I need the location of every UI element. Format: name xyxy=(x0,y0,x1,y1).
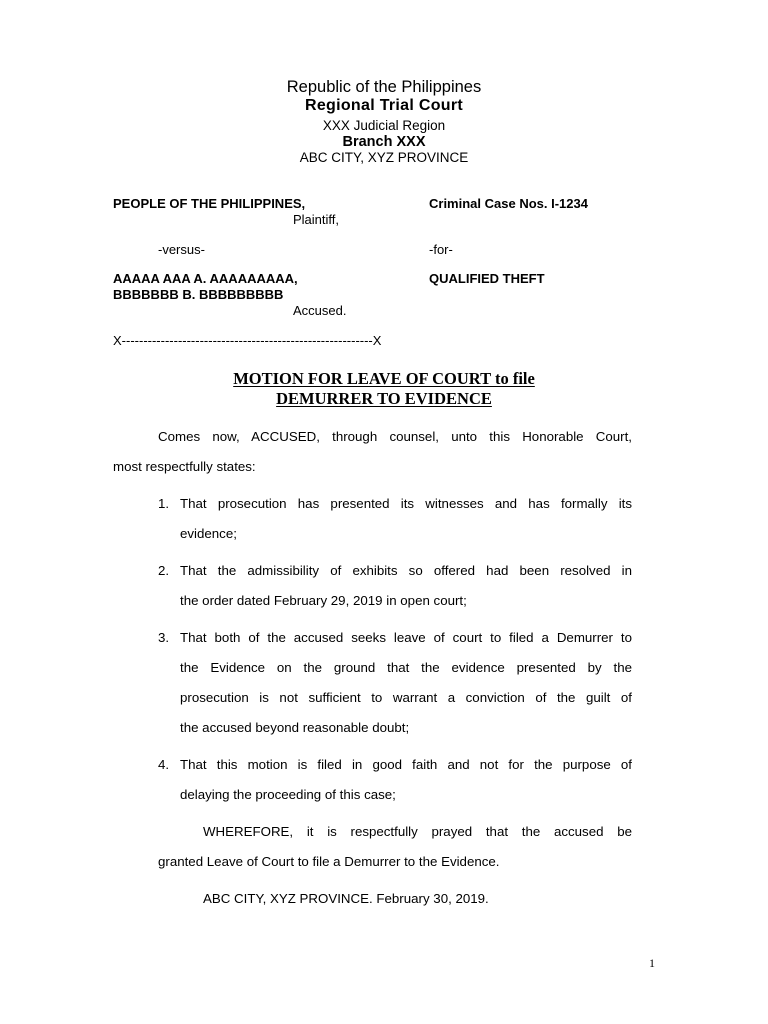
list-item xyxy=(180,757,632,772)
branch-heading: Branch XXX xyxy=(342,134,426,150)
prayer-line-1 xyxy=(203,824,632,839)
intro-line-1 xyxy=(158,429,632,444)
republic-heading: Republic of the Philippines xyxy=(286,78,482,96)
item-line: That the admissibility of exhibits so offered had been resolved in xyxy=(180,563,632,578)
item-line-wrap xyxy=(180,690,632,705)
intro-line-2: most respectfully states: xyxy=(113,459,256,474)
dateline: ABC CITY, XYZ PROVINCE. February 30, 2019. xyxy=(203,891,489,906)
item-line: delaying the proceeding of this case; xyxy=(180,787,396,802)
court-heading: Regional Trial Court xyxy=(304,97,463,114)
item-line: That this motion is filed in good faith and not for the purpose of xyxy=(180,757,632,772)
item-line: prosecution is not sufficient to warrant a conviction of the guilt of xyxy=(180,690,632,705)
list-item xyxy=(180,630,632,645)
item-number: 4. xyxy=(158,757,170,772)
item-line-wrap xyxy=(180,660,632,675)
prayer-line-2: granted Leave of Court to file a Demurrer to the Evidence. xyxy=(158,854,500,869)
versus-label: -versus- xyxy=(158,242,205,257)
item-line: That both of the accused seeks leave of court to filed a Demurrer to xyxy=(180,630,632,645)
item-line: That prosecution has presented its witnesses and has formally its xyxy=(180,496,632,511)
item-number: 2. xyxy=(158,563,170,578)
accused-name-2: BBBBBBB B. BBBBBBBBB xyxy=(113,287,284,302)
page-number: 1 xyxy=(649,956,655,970)
accused-role: Accused. xyxy=(293,303,347,318)
for-label: -for- xyxy=(429,242,453,257)
item-line: the order dated February 29, 2019 in open court; xyxy=(180,593,467,608)
item-line: the accused beyond reasonable doubt; xyxy=(180,720,410,735)
item-line: the Evidence on the ground that the evidence presented by the xyxy=(180,660,632,675)
list-item xyxy=(180,496,632,511)
plaintiff-name: PEOPLE OF THE PHILIPPINES, xyxy=(113,196,306,211)
city-province: ABC CITY, XYZ PROVINCE xyxy=(299,150,469,165)
accused-name-1: AAAAA AAA A. AAAAAAAAA, xyxy=(113,271,298,286)
item-line: evidence; xyxy=(180,526,237,541)
motion-title-line-2: DEMURRER TO EVIDENCE xyxy=(276,389,492,408)
item-number: 3. xyxy=(158,630,170,645)
offense-label: QUALIFIED THEFT xyxy=(429,271,545,286)
case-number: Criminal Case Nos. I-1234 xyxy=(429,196,588,211)
item-number: 1. xyxy=(158,496,170,511)
prayer-text-1: WHEREFORE, it is respectfully prayed that the accused be xyxy=(203,824,632,839)
list-item xyxy=(180,563,632,578)
intro-text-1: Comes now, ACCUSED, through counsel, unto this Honorable Court, xyxy=(158,429,632,444)
motion-title-line-1: MOTION FOR LEAVE OF COURT to file xyxy=(233,369,535,388)
judicial-region: XXX Judicial Region xyxy=(322,118,446,133)
caption-divider: X----------------------------------------------------------X xyxy=(113,333,382,348)
plaintiff-role: Plaintiff, xyxy=(293,212,340,227)
